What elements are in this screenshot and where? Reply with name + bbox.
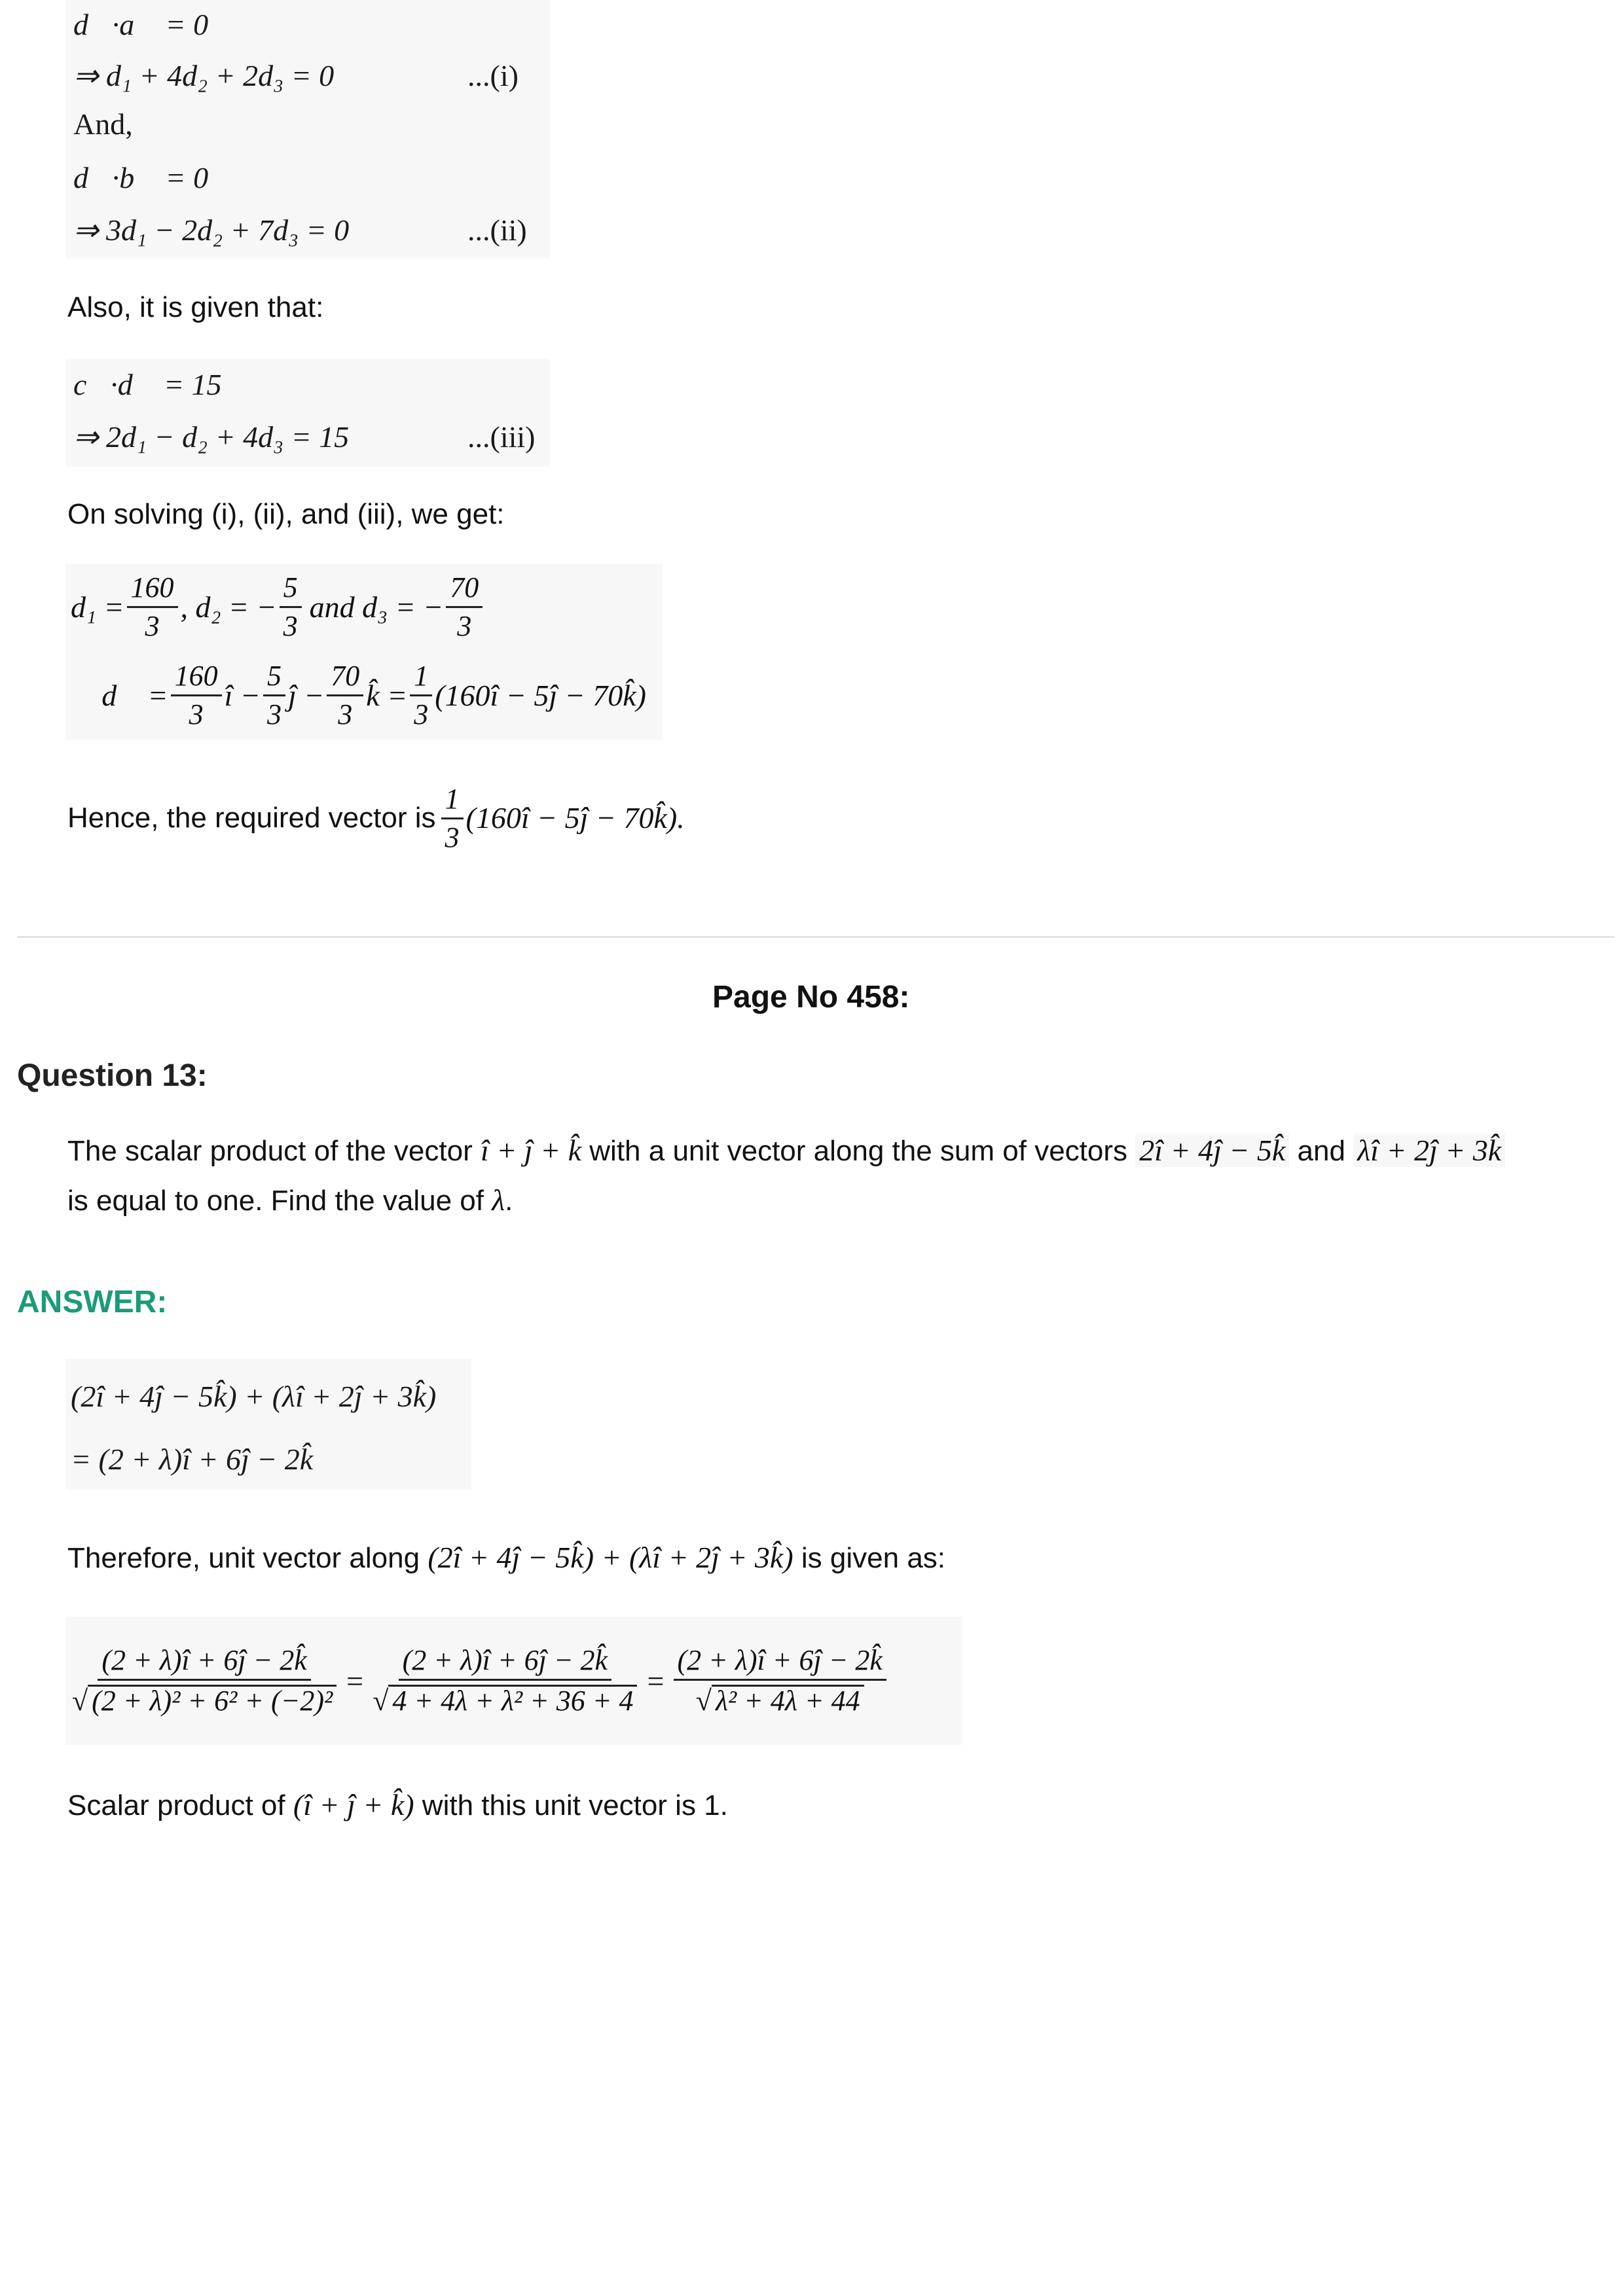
unit-num-2: (2 + λ)î + 6ĵ − 2k̂ — [399, 1646, 611, 1681]
eq-and-label: And, — [73, 107, 133, 141]
eq-unit-vector — [69, 1622, 889, 1740]
d3-den: 3 — [457, 609, 472, 642]
page-number-heading: Page No 458: — [712, 980, 910, 1014]
eq-vector-sum-result: = (2 + λ)î + 6ĵ − 2k̂ — [71, 1443, 314, 1476]
text-scalar-product — [67, 1785, 728, 1825]
eq-ref-iii: ...(iii) — [467, 420, 536, 454]
text-therefore — [67, 1538, 945, 1578]
scalar-end: with this unit vector is 1. — [422, 1789, 728, 1821]
eq-iii: ⇒ 2d₁ − d₂ + 4d₃ = 15 — [73, 420, 350, 454]
eq-d-dot-b: d⃗·b⃗ = 0 — [73, 161, 209, 194]
unit-num-3: (2 + λ)î + 6ĵ − 2k̂ — [674, 1646, 886, 1681]
hence-fraction — [441, 782, 464, 853]
question-title: Question 13: — [17, 1058, 208, 1093]
unit-den-3: √ λ² + 4λ + 44 — [696, 1681, 864, 1715]
question-part2: with a unit vector along the sum of vectors — [589, 1135, 1128, 1167]
c2-num: 5 — [263, 662, 285, 696]
unit-fraction-3 — [674, 1646, 886, 1715]
c4-den: 3 — [414, 698, 429, 730]
equation-block-sum — [65, 1359, 471, 1490]
therefore-expr: (2î + 4ĵ − 5k̂) + (λî + 2ĵ + 3k̂) — [428, 1541, 793, 1574]
unit-den-3-radicand: λ² + 4λ + 44 — [712, 1685, 864, 1715]
c2-unit: ĵ − — [287, 678, 325, 712]
d2-num: 5 — [280, 573, 302, 608]
question-lambda: λ — [492, 1183, 505, 1217]
question-line2: is equal to one. Find the value of — [67, 1185, 484, 1217]
d1-label: d₁ = — [71, 590, 124, 624]
c2-den: 3 — [266, 698, 282, 730]
d2-label: , d₂ = − — [180, 590, 277, 624]
equals-2: = — [645, 1664, 666, 1698]
eq-d-values — [71, 571, 485, 643]
d2-den: 3 — [283, 609, 298, 642]
unit-den-1-radicand: (2 + λ)² + 6² + (−2)² — [88, 1685, 337, 1715]
text-hence — [67, 779, 685, 857]
therefore-d-label: ∴ d⃗ = — [71, 678, 168, 712]
hence-vector — [439, 782, 685, 853]
hence-expr: (160î − 5ĵ − 70k̂). — [465, 801, 685, 834]
c1-den: 3 — [189, 698, 204, 730]
question-vec2: 2î + 4ĵ − 5k̂ — [1135, 1134, 1289, 1167]
eq-d-vector — [71, 656, 646, 734]
equals-1: = — [344, 1664, 365, 1698]
d3-fraction — [446, 573, 483, 641]
c3-num: 70 — [327, 662, 363, 696]
question-part1: The scalar product of the vector — [67, 1135, 473, 1167]
question-text-line2 — [67, 1181, 513, 1221]
question-vec1: î + ĵ + k̂ — [480, 1134, 582, 1167]
c4-num: 1 — [410, 662, 432, 696]
hence-num: 1 — [441, 785, 464, 819]
c3-fraction — [327, 659, 363, 730]
d1-den: 3 — [145, 609, 160, 642]
d1-fraction — [127, 573, 178, 641]
hence-label: Hence, the required vector is — [67, 802, 436, 834]
unit-den-2-radicand: 4 + 4λ + λ² + 36 + 4 — [388, 1685, 637, 1715]
hence-den: 3 — [445, 821, 460, 853]
unit-den-2: √ 4 + 4λ + λ² + 36 + 4 — [373, 1681, 637, 1715]
eq-ref-ii: ...(ii) — [467, 213, 527, 247]
question-part3: and — [1297, 1135, 1345, 1167]
eq-vector-sum: (2î + 4ĵ − 5k̂) + (λî + 2ĵ + 3k̂) — [71, 1380, 437, 1413]
equation-block-unit-vector — [65, 1617, 962, 1745]
therefore-label: Therefore, unit vector along — [67, 1542, 420, 1574]
equation-block-dot-products — [65, 0, 550, 259]
c3-den: 3 — [338, 698, 353, 730]
eq-i: ⇒ d₁ + 4d₂ + 2d₃ = 0 — [73, 59, 335, 92]
d2-fraction — [280, 573, 302, 641]
eq-ref-i: ...(i) — [467, 59, 519, 92]
text-also-given: Also, it is given that: — [67, 291, 324, 323]
section-divider — [17, 936, 1614, 938]
eq-ii: ⇒ 3d₁ − 2d₂ + 7d₃ = 0 — [73, 213, 350, 247]
eq-d-dot-a: d⃗·a⃗ = 0 — [73, 8, 209, 41]
equation-block-solution — [65, 564, 663, 740]
unit-fraction-1 — [72, 1646, 337, 1715]
therefore-end: is given as: — [801, 1542, 946, 1574]
eq-c-dot-d: c⃗·d⃗ = 15 — [73, 368, 222, 401]
c3-unit: k̂ = — [366, 678, 408, 712]
c4-fraction — [410, 659, 432, 730]
d1-num: 160 — [127, 573, 178, 608]
question-text-line1 — [67, 1131, 1505, 1171]
d3-num: 70 — [446, 573, 483, 608]
scalar-label: Scalar product of — [67, 1789, 285, 1821]
unit-num-1: (2 + λ)î + 6ĵ − 2k̂ — [98, 1646, 310, 1681]
answer-label: ANSWER: — [17, 1285, 168, 1319]
unit-den-1: √ (2 + λ)² + 6² + (−2)² — [72, 1681, 337, 1715]
scalar-expr: (î + ĵ + k̂) — [293, 1788, 414, 1821]
c4-expr: (160î − 5ĵ − 70k̂) — [435, 678, 646, 712]
d3-label: and d₃ = − — [309, 590, 444, 624]
c2-fraction — [263, 659, 285, 730]
unit-fraction-2 — [373, 1646, 637, 1715]
c1-unit: î − — [224, 678, 261, 712]
text-on-solving: On solving (i), (ii), and (iii), we get: — [67, 498, 505, 530]
question-vec3: λî + 2ĵ + 3k̂ — [1353, 1134, 1505, 1167]
equation-block-c-dot-d — [65, 359, 550, 467]
c1-fraction — [171, 659, 222, 730]
c1-num: 160 — [171, 662, 222, 696]
question-end: . — [505, 1185, 513, 1217]
